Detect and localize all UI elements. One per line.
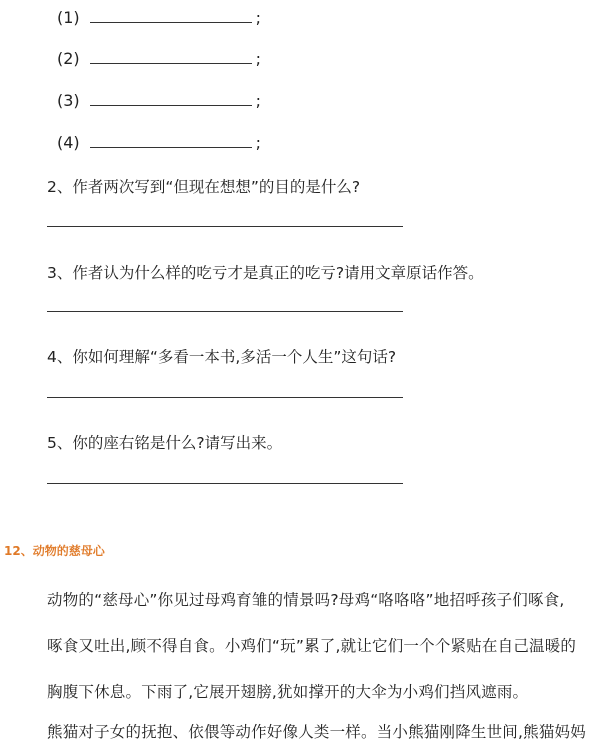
answer-line-2[interactable] (47, 226, 403, 227)
answer-blank[interactable] (90, 47, 252, 64)
paragraph-line-4: 熊猫对子女的抚抱、依偎等动作好像人类一样。当小熊猫刚降生世间,熊猫妈妈 (47, 723, 586, 741)
answer-blank[interactable] (90, 131, 252, 148)
sub-item-end: ; (255, 49, 262, 68)
sub-item-label: (2) (57, 49, 80, 68)
sub-item-label: (3) (57, 91, 80, 110)
answer-line-3[interactable] (47, 311, 403, 312)
paragraph-line-1: 动物的“慈母心”你见过母鸡育雏的情景吗?母鸡“咯咯咯”地招呼孩子们啄食, (47, 591, 565, 609)
answer-blank[interactable] (90, 6, 252, 23)
question-4: 4、你如何理解“多看一本书,多活一个人生”这句话? (47, 348, 397, 366)
sub-item-label: (4) (57, 133, 80, 152)
answer-line-5[interactable] (47, 483, 403, 484)
answer-line-4[interactable] (47, 397, 403, 398)
sub-item-4 (57, 131, 261, 152)
sub-item-end: ; (255, 91, 262, 110)
sub-item-end: ; (255, 133, 262, 152)
question-2: 2、作者两次写到“但现在想想”的目的是什么? (47, 178, 361, 196)
sub-item-label: (1) (57, 8, 80, 27)
paragraph-line-3: 胸腹下休息。下雨了,它展开翅膀,犹如撑开的大伞为小鸡们挡风遮雨。 (47, 683, 529, 701)
question-3: 3、作者认为什么样的吃亏才是真正的吃亏?请用文章原话作答。 (47, 264, 484, 282)
sub-item-3 (57, 89, 261, 110)
sub-item-2 (57, 47, 261, 68)
sub-item-1 (57, 6, 261, 27)
paragraph-line-2: 啄食又吐出,顾不得自食。小鸡们“玩”累了,就让它们一个个紧贴在自己温暖的 (47, 637, 577, 655)
question-5: 5、你的座右铭是什么?请写出来。 (47, 434, 283, 452)
sub-item-end: ; (255, 8, 262, 27)
section-title: 12、动物的慈母心 (4, 544, 105, 558)
answer-blank[interactable] (90, 89, 252, 106)
